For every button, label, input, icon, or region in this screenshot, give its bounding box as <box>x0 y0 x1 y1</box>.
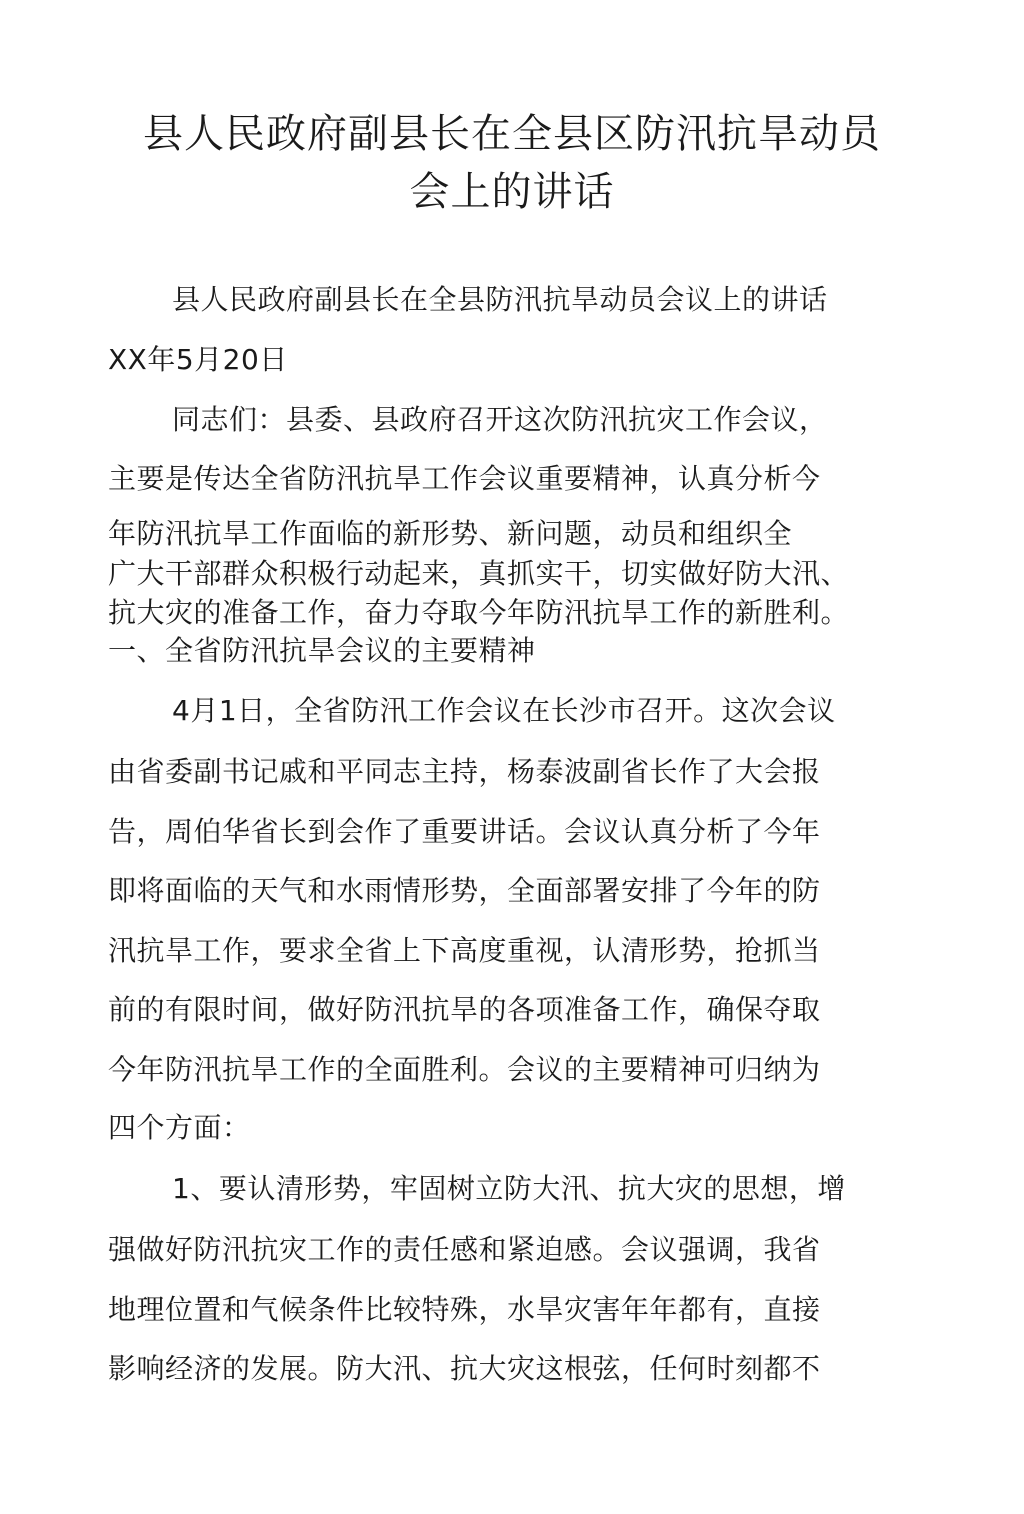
body-line: 影响经济的发展。防大汛、抗大灾这根弦，任何时刻都不 <box>108 1352 821 1385</box>
body-line: 由省委副书记戚和平同志主持，杨泰波副省长作了大会报 <box>108 755 821 788</box>
body-line: 强做好防汛抗灾工作的责任感和紧迫感。会议强调，我省 <box>108 1233 821 1266</box>
body-line: 汛抗旱工作，要求全省上下高度重视，认清形势，抢抓当 <box>108 934 821 967</box>
body-line: 抗大灾的准备工作，奋力夺取今年防汛抗旱工作的新胜利。 <box>108 596 850 629</box>
body-line: 即将面临的天气和水雨情形势，全面部署安排了今年的防 <box>108 874 821 907</box>
body-line: 前的有限时间，做好防汛抗旱的各项准备工作，确保夺取 <box>108 993 821 1026</box>
body-line: 年防汛抗旱工作面临的新形势、新问题，动员和组织全 <box>108 517 793 550</box>
body-line: 主要是传达全省防汛抗旱工作会议重要精神，认真分析今 <box>108 462 821 495</box>
body-line: 4月1日，全省防汛工作会议在长沙市召开。这次会议 <box>172 694 836 727</box>
document-title-line-2: 会上的讲话 <box>409 169 615 215</box>
subtitle-line: 县人民政府副县长在全县防汛抗旱动员会议上的讲话 <box>172 283 828 316</box>
date-line: XX年5月20日 <box>108 343 288 376</box>
section-heading: 一、全省防汛抗旱会议的主要精神 <box>108 634 536 667</box>
body-line: 告，周伯华省长到会作了重要讲话。会议认真分析了今年 <box>108 815 821 848</box>
body-line: 四个方面： <box>108 1111 251 1144</box>
body-line: 今年防汛抗旱工作的全面胜利。会议的主要精神可归纳为 <box>108 1053 821 1086</box>
body-line: 广大干部群众积极行动起来，真抓实干，切实做好防大汛、 <box>108 557 850 590</box>
document-title-line-1: 县人民政府副县长在全县区防汛抗旱动员 <box>143 111 881 157</box>
body-line: 地理位置和气候条件比较特殊，水旱灾害年年都有，直接 <box>108 1293 821 1326</box>
body-line: 同志们：县委、县政府召开这次防汛抗灾工作会议， <box>172 403 828 436</box>
body-line: 1、要认清形势，牢固树立防大汛、抗大灾的思想，增 <box>172 1172 846 1205</box>
